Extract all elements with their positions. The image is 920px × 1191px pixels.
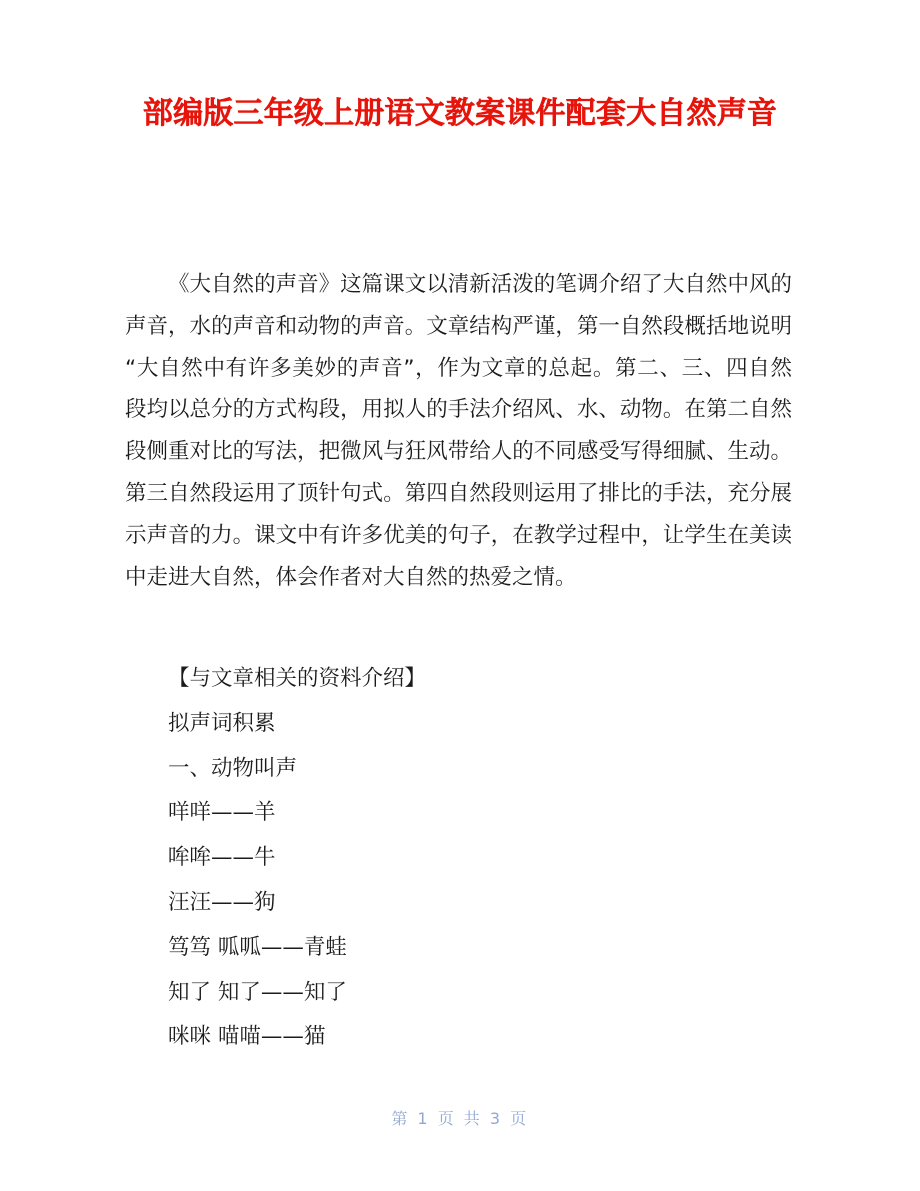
list-item: 【与文章相关的资料介绍】	[168, 666, 427, 691]
list-item: 汪汪——狗	[168, 889, 276, 915]
list-item: 哞哞——牛	[168, 845, 276, 871]
intro-paragraph: 《大自然的声音》这篇课文以清新活泼的笔调介绍了大自然中风的声音，水的声音和动物的声音。文章结构严谨，第一自然段概括地说明“大自然中有许多美妙的声音”，作为文章的总起。第二、三、四自然段均以总分的方式构段，用拟人的手法介绍风、水、动物。在第二自然段侧重对比的写法，把微风与狂风带给人的不同感受写得细腻、生动。第三自然段运用了顶针句式。第四自然段则运用了排比的手法，充分展示声音的力。课文中有许多优美的句子，在教学过程中，让学生在美读中走进大自然，体会作者对大自然的热爱之情。	[125, 272, 792, 590]
page-footer: 第 1 页 共 3 页	[391, 1109, 529, 1128]
list-item: 知了 知了——知了	[168, 979, 347, 1005]
list-item: 咩咩——羊	[168, 800, 276, 826]
reference-material-list	[125, 657, 792, 1060]
body-content	[125, 264, 792, 598]
list-item: 一、动物叫声	[168, 755, 298, 781]
list-item: 拟声词积累	[168, 710, 276, 736]
list-item: 咪咪 喵喵——猫	[168, 1024, 326, 1050]
page-title: 部编版三年级上册语文教案课件配套大自然声音	[142, 96, 778, 131]
list-item: 笃笃 呱呱——青蛙	[168, 934, 347, 960]
